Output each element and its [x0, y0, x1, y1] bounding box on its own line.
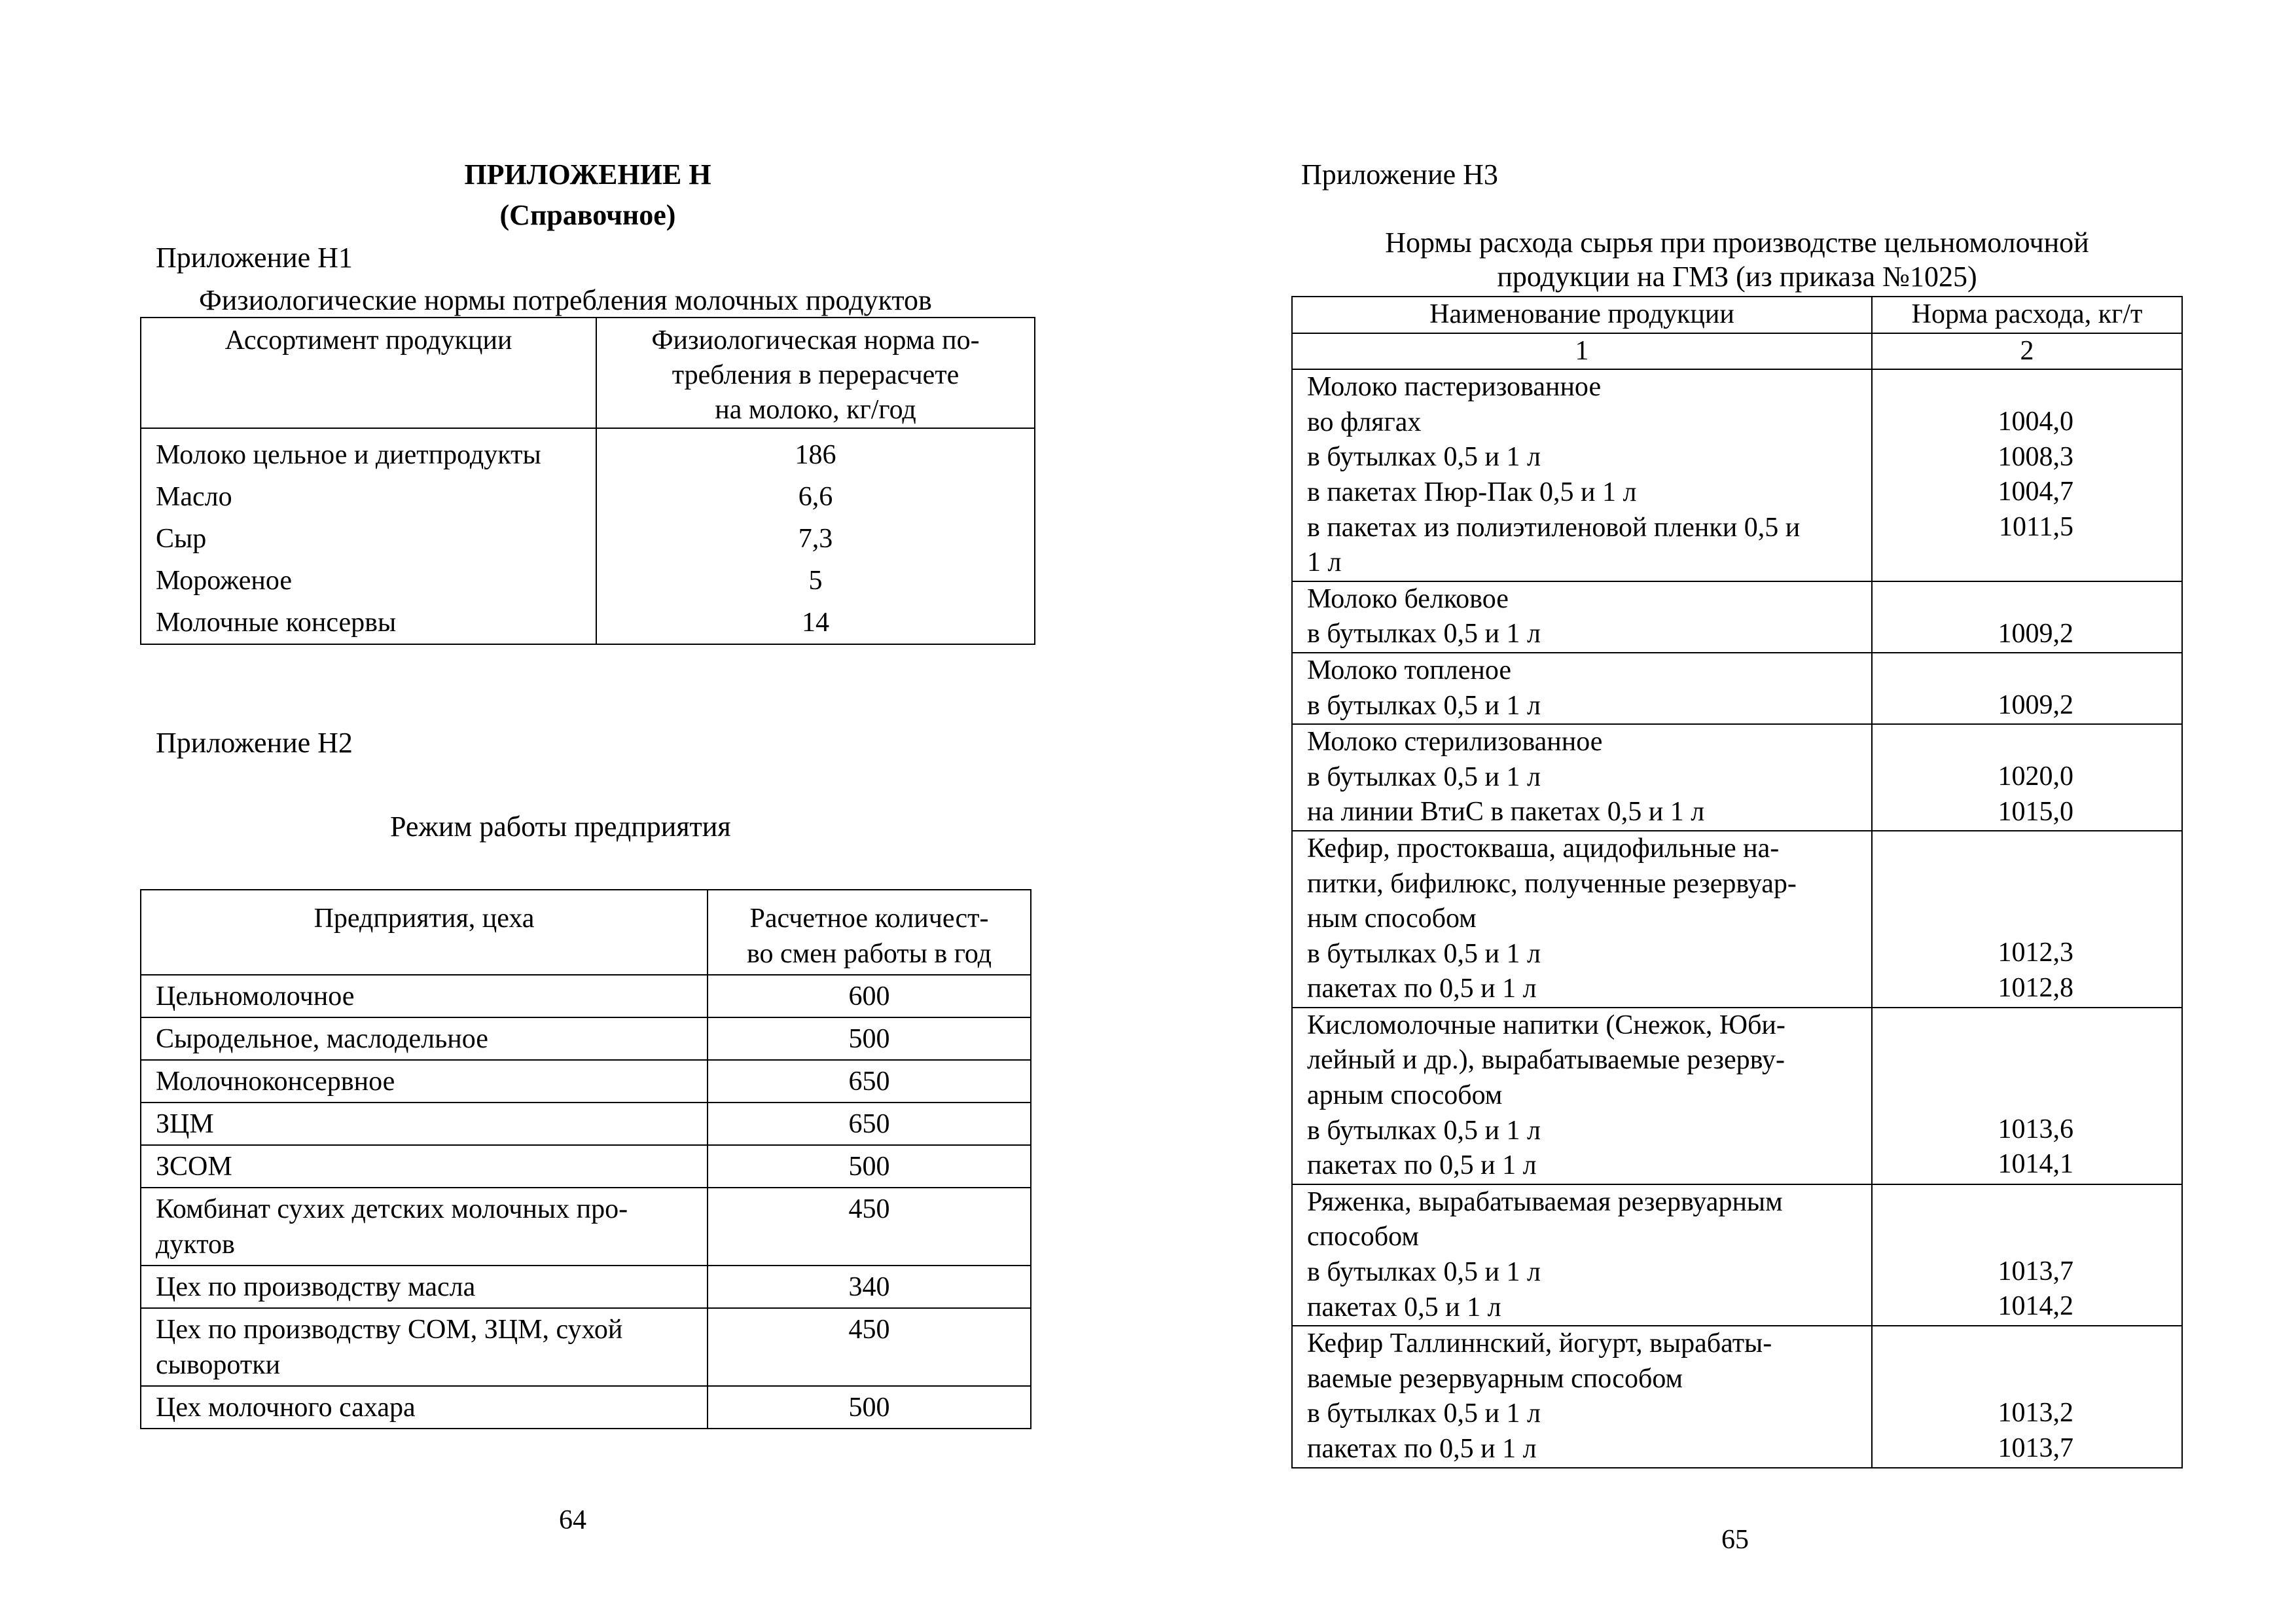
product-line: питки, бифилюкс, полученные резервуар-: [1307, 868, 1797, 899]
table-header-row: [141, 890, 1031, 975]
header-norm-line1: Физиологическая норма по-: [651, 325, 980, 356]
header-shifts-line2: во смен работы в год: [746, 939, 992, 969]
table-cell: [1292, 724, 1872, 831]
product-line: в бутылках 0,5 и 1 л: [1307, 1115, 1541, 1146]
empty-line: [1887, 1326, 2073, 1361]
column-number: 2: [2020, 335, 2034, 366]
table-cell: [141, 1308, 708, 1386]
appendix-h1-caption: Физиологические нормы потребления молочных продуктов: [199, 284, 932, 316]
table-row: [141, 975, 1031, 1017]
product-line: в пакетах из полиэтиленовой пленки 0,5 и: [1307, 512, 1801, 543]
norm-value: 1015,0: [1998, 796, 2073, 827]
header-norm-line3: на молоко, кг/год: [715, 395, 916, 425]
raw-material-norms-table: [1291, 296, 2183, 1468]
table-body-row: [141, 428, 1035, 644]
shift-count: 450: [848, 1194, 890, 1224]
table-cell: [708, 1103, 1031, 1145]
empty-line: [1887, 1008, 2073, 1043]
appendix-h3-caption-line1: Нормы расхода сырья при производстве цельномолочной: [1385, 227, 2089, 259]
table-cell: [1292, 1184, 1872, 1326]
table-row: [141, 1060, 1031, 1103]
table-cell: [708, 1145, 1031, 1188]
table-cell: [141, 1386, 708, 1429]
enterprise-name: Цех по производству масла: [156, 1272, 476, 1302]
header-assortment: Ассортимент продукции: [224, 325, 512, 356]
empty-line: [1887, 1220, 2073, 1254]
table-cell: [141, 1017, 708, 1060]
product-line: в бутылках 0,5 и 1 л: [1307, 442, 1541, 473]
norm-value: 1012,8: [1998, 972, 2073, 1003]
empty-line: [1887, 866, 2073, 901]
empty-line: [1887, 545, 2073, 580]
table-header-cell: [141, 890, 708, 975]
product-line: в бутылках 0,5 и 1 л: [1307, 619, 1541, 649]
empty-line: [1887, 653, 2073, 688]
table-row: [141, 1188, 1031, 1266]
table-cell: [141, 1266, 708, 1308]
table-header-row: [1292, 297, 2182, 333]
product-name: Сыр: [156, 524, 207, 554]
enterprise-name: ЗСОМ: [156, 1152, 232, 1182]
table-cell: [708, 1017, 1031, 1060]
table-row: [141, 1308, 1031, 1386]
table-row: [141, 1145, 1031, 1188]
shift-count: 500: [848, 1152, 890, 1182]
table-cell: [1872, 333, 2182, 370]
table-cell: [1872, 1008, 2182, 1184]
enterprise-name: сыворотки: [156, 1350, 281, 1380]
table-row: [1292, 581, 2182, 653]
table-row: [141, 1266, 1031, 1308]
product-line: в бутылках 0,5 и 1 л: [1307, 1257, 1541, 1288]
table-header-cell: [708, 890, 1031, 975]
enterprise-name: дуктов: [156, 1230, 235, 1260]
table-cell: [1292, 581, 1872, 653]
product-line: Кефир, простокваша, ацидофильные на-: [1307, 833, 1780, 864]
appendix-title: ПРИЛОЖЕНИЕ Н: [464, 158, 711, 191]
table-cell: [1292, 1326, 1872, 1467]
product-name: Молоко цельное и диетпродукты: [156, 440, 541, 470]
table-cell: [141, 975, 708, 1017]
norm-value: 1009,2: [1998, 618, 2073, 649]
table-cell: [1872, 1326, 2182, 1467]
table-header-row: [141, 318, 1035, 428]
shift-count: 650: [848, 1109, 890, 1139]
norm-value: 1014,2: [1998, 1291, 2073, 1322]
empty-line: [1887, 1185, 2073, 1220]
appendix-h1-label: Приложение Н1: [156, 242, 353, 274]
table-row: [1292, 831, 2182, 1008]
enterprise-name: Комбинат сухих детских молочных про-: [156, 1194, 628, 1224]
norm-value: 1004,7: [1998, 477, 2073, 507]
product-line: 1 л: [1307, 547, 1342, 578]
enterprise-name: Молочноконсервное: [156, 1067, 395, 1097]
appendix-h2-caption: Режим работы предприятия: [390, 811, 731, 843]
product-line: пакетах 0,5 и 1 л: [1307, 1292, 1501, 1322]
product-line: Кисломолочные напитки (Снежок, Юби-: [1307, 1010, 1785, 1040]
product-line: в бутылках 0,5 и 1 л: [1307, 1398, 1541, 1429]
product-name: Молочные консервы: [156, 608, 397, 638]
product-line: в пакетах Пюр-Пак 0,5 и 1 л: [1307, 477, 1637, 507]
product-line: Молоко топленое: [1307, 655, 1511, 685]
norm-value: 1004,0: [1998, 407, 2073, 437]
empty-line: [1887, 1078, 2073, 1112]
table-row: [1292, 1008, 2182, 1184]
table-header-cell: [141, 318, 596, 428]
table-header-cell: [1292, 297, 1872, 333]
norm-value: 186: [795, 440, 836, 470]
shift-count: 500: [848, 1024, 890, 1054]
column-number: 1: [1575, 335, 1589, 366]
product-line: Молоко стерилизованное: [1307, 727, 1603, 757]
product-line: лейный и др.), вырабатываемые резерву-: [1307, 1045, 1785, 1076]
table-cell: [1292, 333, 1872, 370]
header-enterprises: Предприятия, цеха: [314, 903, 535, 934]
norm-value: 1014,1: [1998, 1149, 2073, 1180]
table-cell: [1292, 653, 1872, 724]
product-line: Молоко пастеризованное: [1307, 372, 1602, 403]
table-cell: [1872, 724, 2182, 831]
product-line: арным способом: [1307, 1080, 1503, 1111]
norm-value: 7,3: [798, 524, 833, 554]
norm-value: 1013,2: [1998, 1398, 2073, 1429]
table-cell: [708, 1266, 1031, 1308]
shift-count: 500: [848, 1393, 890, 1423]
product-name: Мороженое: [156, 566, 292, 596]
table-row: [1292, 724, 2182, 831]
table-row: [141, 1103, 1031, 1145]
header-norm: Норма расхода, кг/т: [1911, 299, 2143, 329]
table-cell: [141, 1103, 708, 1145]
table-cell: [1872, 831, 2182, 1008]
product-name: Масло: [156, 482, 232, 512]
table-cell: [708, 975, 1031, 1017]
product-line: пакетах по 0,5 и 1 л: [1307, 974, 1537, 1004]
product-line: способом: [1307, 1222, 1419, 1252]
norm-value: 5: [808, 566, 823, 596]
table-cell: [141, 428, 596, 644]
empty-line: [1887, 725, 2073, 759]
norm-value: 1008,3: [1998, 441, 2073, 472]
enterprise-name: ЗЦМ: [156, 1109, 214, 1139]
table-row: [1292, 1326, 2182, 1467]
page-number-left: 64: [559, 1505, 586, 1535]
enterprise-name: Цех по производству СОМ, ЗЦМ, сухой: [156, 1315, 623, 1345]
table-cell: [1872, 369, 2182, 581]
table-header-cell: [1872, 297, 2182, 333]
table-cell: [708, 1188, 1031, 1266]
empty-line: [1887, 1043, 2073, 1078]
norm-value: 1012,3: [1998, 937, 2073, 968]
empty-line: [1887, 901, 2073, 936]
table-cell: [708, 1308, 1031, 1386]
shift-count: 450: [848, 1315, 890, 1345]
product-line: в бутылках 0,5 и 1 л: [1307, 761, 1541, 792]
product-line: ваемые резервуарным способом: [1307, 1363, 1683, 1394]
norm-value: 1020,0: [1998, 761, 2073, 792]
empty-line: [1887, 1361, 2073, 1396]
work-mode-table: [140, 889, 1031, 1429]
table-row: [1292, 1184, 2182, 1326]
empty-line: [1887, 582, 2073, 617]
table-cell: [708, 1386, 1031, 1429]
table-cell: [1872, 1184, 2182, 1326]
table-row: [1292, 369, 2182, 581]
appendix-subtitle: (Справочное): [499, 199, 676, 231]
page-number-right: 65: [1721, 1525, 1749, 1555]
table-cell: [141, 1145, 708, 1188]
shift-count: 600: [848, 981, 890, 1012]
table-cell: [1872, 581, 2182, 653]
product-line: ным способом: [1307, 903, 1477, 934]
norm-value: 1013,7: [1998, 1256, 2073, 1286]
consumption-norms-table: [140, 317, 1035, 645]
product-line: во флягах: [1307, 407, 1422, 437]
table-cell: [708, 1060, 1031, 1103]
table-cell: [596, 428, 1035, 644]
enterprise-name: Цех молочного сахара: [156, 1393, 416, 1423]
shift-count: 650: [848, 1067, 890, 1097]
table-row: [141, 1386, 1031, 1429]
product-line: в бутылках 0,5 и 1 л: [1307, 690, 1541, 721]
norm-value: 1013,6: [1998, 1114, 2073, 1144]
product-line: Ряженка, вырабатываемая резервуарным: [1307, 1186, 1783, 1217]
norm-value: 1013,7: [1998, 1432, 2073, 1463]
table-cell: [1292, 1008, 1872, 1184]
enterprise-name: Сыродельное, маслодельное: [156, 1024, 488, 1054]
table-header-cell: [596, 318, 1035, 428]
enterprise-name: Цельномолочное: [156, 981, 355, 1012]
norm-value: 6,6: [798, 482, 833, 512]
empty-line: [1887, 831, 2073, 866]
product-line: Кефир Таллиннский, йогурт, вырабаты-: [1307, 1328, 1772, 1359]
product-line: Молоко белковое: [1307, 583, 1509, 614]
norm-value: 14: [802, 608, 829, 638]
table-cell: [1872, 653, 2182, 724]
appendix-h2-label: Приложение Н2: [156, 727, 353, 759]
header-norm-line2: требления в перерасчете: [672, 360, 960, 390]
norm-value: 1009,2: [1998, 689, 2073, 720]
product-line: пакетах по 0,5 и 1 л: [1307, 1434, 1537, 1464]
table-row: [141, 1017, 1031, 1060]
table-cell: [1292, 369, 1872, 581]
header-product: Наименование продукции: [1429, 299, 1734, 329]
header-shifts-line1: Расчетное количест-: [749, 903, 989, 934]
product-line: пакетах по 0,5 и 1 л: [1307, 1150, 1537, 1181]
shift-count: 340: [848, 1272, 890, 1302]
appendix-h3-caption-line2: продукции на ГМЗ (из приказа №1025): [1497, 261, 1977, 293]
product-line: в бутылках 0,5 и 1 л: [1307, 938, 1541, 969]
product-line: на линии ВтиС в пакетах 0,5 и 1 л: [1307, 797, 1705, 828]
column-number-row: [1292, 333, 2182, 370]
table-cell: [1292, 831, 1872, 1008]
table-row: [1292, 653, 2182, 724]
table-cell: [141, 1060, 708, 1103]
norm-value: 1011,5: [1999, 511, 2073, 542]
empty-line: [1887, 370, 2073, 405]
appendix-h3-label: Приложение Н3: [1301, 158, 1498, 191]
table-cell: [141, 1188, 708, 1266]
